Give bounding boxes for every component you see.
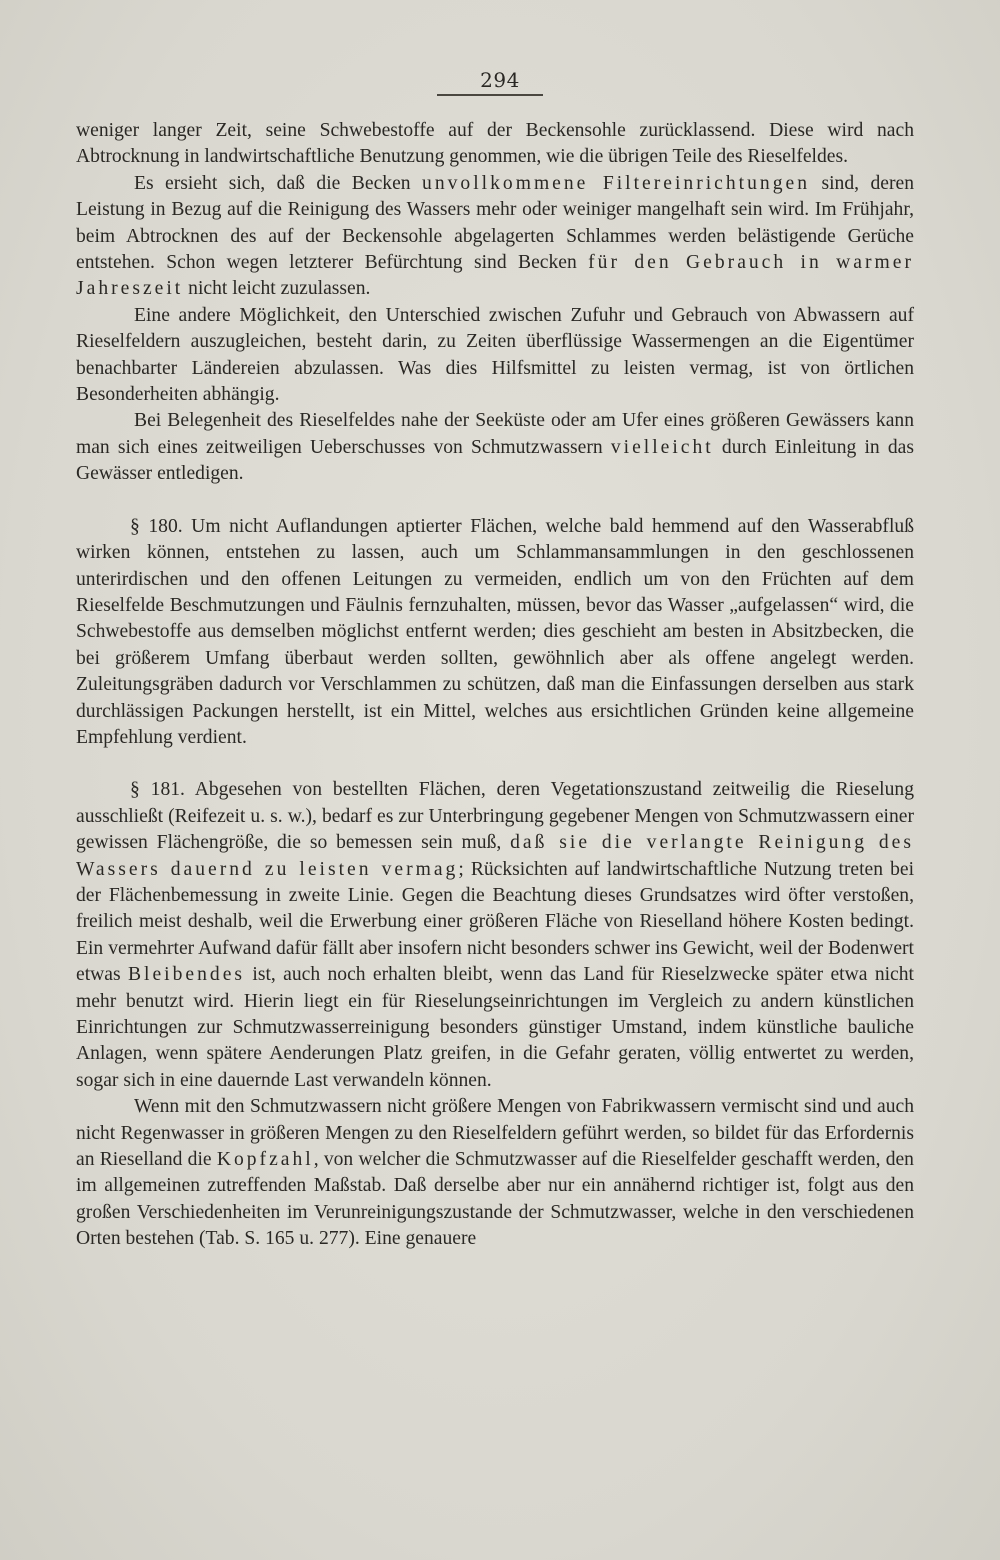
spaced-emphasis: Bleibendes bbox=[127, 964, 246, 986]
spaced-emphasis: Kopfzahl bbox=[216, 1149, 314, 1171]
paragraph bbox=[76, 171, 914, 303]
spaced-emphasis: vielleicht bbox=[610, 436, 714, 458]
spaced-emphasis: für den Gebrauch in warmer Jahreszeit bbox=[76, 252, 914, 300]
text-run: weniger langer Zeit, seine Schwebestoffe auf der Beckensohle zurücklassend. Diese wird nach Abtrocknung in landwirtschaftliche Benutzung genommen, wie die übrigen Teile des Rieselfeldes. bbox=[76, 120, 914, 168]
text-run: ist, auch noch erhalten bleibt, wenn das Land für Rieselzwecke später etwa nicht mehr benutzt wird. Hierin liegt ein für Rieselungseinrichtungen im Vergleich zu andern künstlichen Einrichtungen zur Schmutzwasserreinigung besonders günstiger Umstand, indem künstliche bauliche Anlagen, wenn spätere Aenderungen Platz greifen, in die Gefahr geraten, völlig entwertet zu werden, sogar sich in eine dauernde Last verwandeln können. bbox=[76, 964, 914, 1091]
paragraph bbox=[76, 118, 914, 171]
page-number-rule bbox=[437, 94, 543, 96]
text-run: nicht leicht zuzulassen. bbox=[183, 278, 371, 300]
page-number: 294 bbox=[480, 68, 520, 92]
text-run: § 181. Abgesehen von bestellten Flächen, deren Vegetationszustand zeitweilig die Rieselung ausschließt (Reifezeit u. s. w.), bedarf es zur Unterbringung gegebener Mengen von Schmutzwassern einer gewissen Flächengröße, die so bemessen sein muß, bbox=[76, 779, 914, 854]
body-text bbox=[76, 118, 914, 1253]
paragraph bbox=[76, 1094, 914, 1252]
text-run: sind, deren Leistung in Bezug auf die Reinigung des Wassers mehr oder weiniger mangelhaft sein wird. Im Frühjahr, beim Abtrocknen des auf der Beckensohle abgelagerten Schlammes werden belästigende Gerüche entstehen. Schon wegen letzterer Befürchtung sind Becken bbox=[76, 172, 915, 274]
text-run: , von welcher die Schmutzwasser auf die Rieselfelder geschafft werden, den im allgemeinen zutreffenden Maßstab. Daß derselbe aber nur ein annähernd richtiger ist, folgt aus den großen Verschiedenheiten im Verunreinigungszustande der Schmutzwasser, welche in den verschiedenen Orten bestehen (Tab. S. 165 u. 277). Eine genauere bbox=[76, 1149, 914, 1250]
text-run: § 180. Um nicht Auflandungen aptierter Flächen, welche bald hemmend auf den Wasserabfluß wirken können, entstehen zu lassen, auch um Schlammansammlungen in den geschlossenen unterirdischen und den offenen Leitungen zu vermeiden, endlich um von den Früchten auf dem Rieselfelde Beschmutzungen und Fäulnis fernzuhalten, müssen, bevor das Wasser „aufgelassen“ wird, die Schwebestoffe aus demselben möglichst entfernt werden; dies geschieht am besten in Absitzbecken, die bei größerem Umfang überbaut werden sollten, gewöhnlich aber als offene angelegt werden. Zuleitungsgräben dadurch vor Verschlammen zu schützen, daß man die Einfassungen derselben aus stark durchlässigen Packungen herstellt, ist ein Mittel, welches aus ersichtlichen Gründen keine allgemeine Empfehlung verdient. bbox=[76, 515, 914, 748]
section-paragraph bbox=[76, 777, 914, 1094]
paragraph bbox=[76, 408, 914, 487]
text-run: Eine andere Möglichkeit, den Unterschied zwischen Zufuhr und Gebrauch von Abwassern auf Rieselfeldern auszugleichen, besteht darin, zu Zeiten überflüssige Wassermengen an die Eigentümer benachbarter Ländereien abzulassen. Was dies Hilfsmittel zu leisten vermag, ist von örtlichen Besonderheiten abhängig. bbox=[76, 304, 914, 406]
spaced-emphasis: daß sie die verlangte Reinigung des Wassers dauernd zu leisten vermag bbox=[76, 832, 914, 880]
text-run: ; Rücksichten auf landwirtschaftliche Nutzung treten bei der Flächenbemessung in zweite Linie. Gegen die Beachtung dieses Grundsatzes wird öfter verstoßen, freilich meist deshalb, weil die Erwerbung einer größeren Fläche von Rieselland höhere Kosten bedingt. Ein vermehrter Aufwand dafür fällt aber insofern nicht besonders schwer ins Gewicht, weil der Bodenwert etwas bbox=[76, 858, 915, 986]
text-run: Wenn mit den Schmutzwassern nicht größere Mengen von Fabrikwassern vermischt sind und auch nicht Regenwasser in größeren Mengen zu den Rieselfeldern geführt werden, so bildet für das Erfordernis an Rieselland die bbox=[76, 1096, 914, 1171]
section-paragraph bbox=[76, 514, 914, 752]
spaced-emphasis: unvollkommene Filtereinrichtungen bbox=[422, 172, 811, 194]
text-run: Es ersieht sich, daß die Becken bbox=[134, 172, 423, 194]
text-run: durch Einleitung in das Gewässer entledigen. bbox=[76, 436, 914, 485]
paragraph bbox=[76, 303, 914, 409]
text-run: Bei Belegenheit des Rieselfeldes nahe der Seeküste oder am Ufer eines größeren Gewässers kann man sich eines zeitweiligen Ueberschusses von Schmutzwassern bbox=[76, 410, 914, 458]
